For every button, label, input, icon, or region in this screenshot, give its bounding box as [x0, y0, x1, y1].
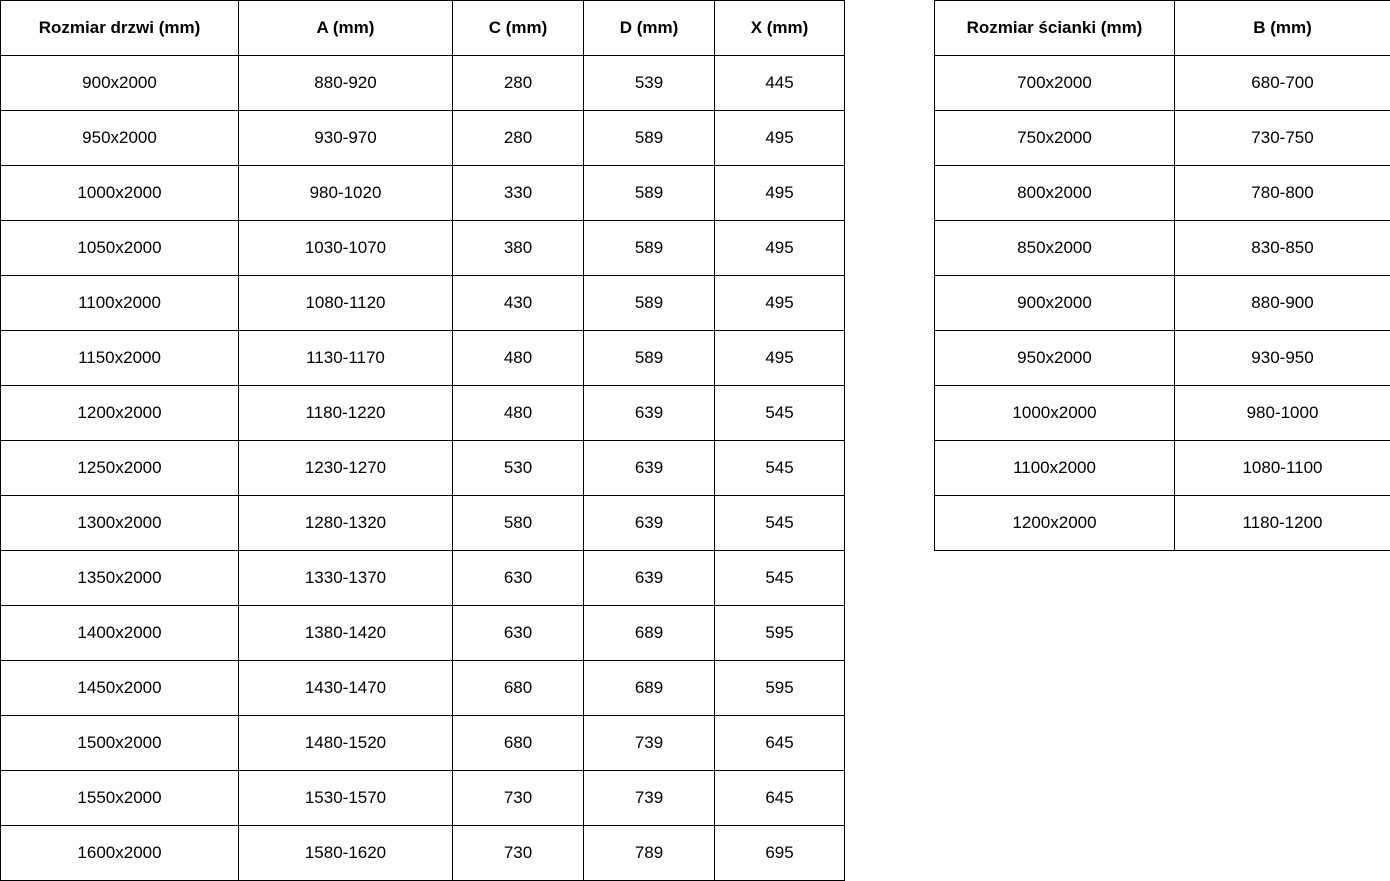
cell-x: 495 — [715, 276, 845, 331]
cell-a: 1430-1470 — [239, 661, 453, 716]
cell-c: 280 — [453, 111, 584, 166]
cell-a: 1180-1220 — [239, 386, 453, 441]
cell-d: 639 — [584, 386, 715, 441]
cell-door-size: 1200x2000 — [1, 386, 239, 441]
cell-a: 1030-1070 — [239, 221, 453, 276]
cell-c: 630 — [453, 606, 584, 661]
cell-x: 545 — [715, 551, 845, 606]
cell-wall-size: 1000x2000 — [935, 386, 1175, 441]
column-header-x: X (mm) — [715, 1, 845, 56]
cell-door-size: 1400x2000 — [1, 606, 239, 661]
cell-b: 780-800 — [1175, 166, 1390, 221]
cell-a: 880-920 — [239, 56, 453, 111]
cell-d: 739 — [584, 716, 715, 771]
cell-b: 680-700 — [1175, 56, 1390, 111]
cell-d: 639 — [584, 441, 715, 496]
cell-c: 680 — [453, 661, 584, 716]
cell-d: 539 — [584, 56, 715, 111]
cell-d: 589 — [584, 276, 715, 331]
cell-x: 545 — [715, 496, 845, 551]
cell-door-size: 1000x2000 — [1, 166, 239, 221]
table-row — [935, 441, 1390, 496]
cell-x: 645 — [715, 771, 845, 826]
table-row — [1, 496, 845, 551]
table-row — [935, 276, 1390, 331]
cell-x: 495 — [715, 111, 845, 166]
cell-x: 545 — [715, 441, 845, 496]
table-row — [1, 551, 845, 606]
table-row — [935, 166, 1390, 221]
cell-d: 639 — [584, 551, 715, 606]
table-row — [935, 386, 1390, 441]
cell-c: 480 — [453, 331, 584, 386]
table-header-row — [935, 1, 1390, 56]
cell-door-size: 1600x2000 — [1, 826, 239, 881]
cell-d: 789 — [584, 826, 715, 881]
cell-wall-size: 850x2000 — [935, 221, 1175, 276]
table-row — [1, 826, 845, 881]
cell-door-size: 1450x2000 — [1, 661, 239, 716]
cell-c: 730 — [453, 826, 584, 881]
cell-x: 445 — [715, 56, 845, 111]
cell-c: 730 — [453, 771, 584, 826]
cell-a: 930-970 — [239, 111, 453, 166]
cell-a: 1280-1320 — [239, 496, 453, 551]
cell-door-size: 1250x2000 — [1, 441, 239, 496]
column-header-door-size: Rozmiar drzwi (mm) — [1, 1, 239, 56]
table-row — [1, 56, 845, 111]
cell-b: 730-750 — [1175, 111, 1390, 166]
cell-x: 495 — [715, 166, 845, 221]
cell-door-size: 1350x2000 — [1, 551, 239, 606]
cell-d: 689 — [584, 606, 715, 661]
cell-c: 630 — [453, 551, 584, 606]
table-row — [1, 661, 845, 716]
cell-wall-size: 800x2000 — [935, 166, 1175, 221]
table-row — [935, 331, 1390, 386]
cell-door-size: 1100x2000 — [1, 276, 239, 331]
table-row — [935, 496, 1390, 551]
cell-d: 589 — [584, 111, 715, 166]
table-row — [935, 221, 1390, 276]
cell-c: 330 — [453, 166, 584, 221]
cell-x: 495 — [715, 221, 845, 276]
cell-b: 880-900 — [1175, 276, 1390, 331]
table-row — [1, 771, 845, 826]
table-row — [1, 716, 845, 771]
table-row — [1, 331, 845, 386]
cell-d: 689 — [584, 661, 715, 716]
cell-a: 1480-1520 — [239, 716, 453, 771]
cell-c: 580 — [453, 496, 584, 551]
cell-a: 1580-1620 — [239, 826, 453, 881]
cell-d: 589 — [584, 331, 715, 386]
column-header-d: D (mm) — [584, 1, 715, 56]
table-row — [1, 386, 845, 441]
table-row — [1, 606, 845, 661]
cell-b: 980-1000 — [1175, 386, 1390, 441]
cell-a: 980-1020 — [239, 166, 453, 221]
column-header-b: B (mm) — [1175, 1, 1390, 56]
wall-size-table — [934, 0, 1390, 551]
cell-x: 645 — [715, 716, 845, 771]
cell-c: 380 — [453, 221, 584, 276]
cell-x: 495 — [715, 331, 845, 386]
column-header-c: C (mm) — [453, 1, 584, 56]
cell-wall-size: 700x2000 — [935, 56, 1175, 111]
cell-b: 1180-1200 — [1175, 496, 1390, 551]
table-row — [1, 441, 845, 496]
cell-a: 1380-1420 — [239, 606, 453, 661]
cell-b: 830-850 — [1175, 221, 1390, 276]
cell-wall-size: 950x2000 — [935, 331, 1175, 386]
cell-door-size: 900x2000 — [1, 56, 239, 111]
column-header-a: A (mm) — [239, 1, 453, 56]
cell-a: 1080-1120 — [239, 276, 453, 331]
cell-b: 1080-1100 — [1175, 441, 1390, 496]
table-row — [935, 56, 1390, 111]
cell-wall-size: 1200x2000 — [935, 496, 1175, 551]
cell-c: 280 — [453, 56, 584, 111]
cell-x: 695 — [715, 826, 845, 881]
cell-door-size: 1150x2000 — [1, 331, 239, 386]
cell-door-size: 1550x2000 — [1, 771, 239, 826]
cell-c: 430 — [453, 276, 584, 331]
cell-wall-size: 900x2000 — [935, 276, 1175, 331]
table-row — [935, 111, 1390, 166]
table-row — [1, 111, 845, 166]
cell-c: 680 — [453, 716, 584, 771]
cell-b: 930-950 — [1175, 331, 1390, 386]
cell-door-size: 1300x2000 — [1, 496, 239, 551]
cell-door-size: 950x2000 — [1, 111, 239, 166]
cell-door-size: 1500x2000 — [1, 716, 239, 771]
cell-c: 530 — [453, 441, 584, 496]
cell-d: 589 — [584, 221, 715, 276]
table-row — [1, 166, 845, 221]
table-header-row — [1, 1, 845, 56]
cell-x: 595 — [715, 661, 845, 716]
cell-d: 739 — [584, 771, 715, 826]
cell-c: 480 — [453, 386, 584, 441]
table-row — [1, 221, 845, 276]
cell-a: 1230-1270 — [239, 441, 453, 496]
cell-door-size: 1050x2000 — [1, 221, 239, 276]
cell-wall-size: 1100x2000 — [935, 441, 1175, 496]
cell-a: 1330-1370 — [239, 551, 453, 606]
column-header-wall-size: Rozmiar ścianki (mm) — [935, 1, 1175, 56]
cell-d: 589 — [584, 166, 715, 221]
cell-a: 1130-1170 — [239, 331, 453, 386]
cell-a: 1530-1570 — [239, 771, 453, 826]
cell-x: 595 — [715, 606, 845, 661]
table-row — [1, 276, 845, 331]
cell-wall-size: 750x2000 — [935, 111, 1175, 166]
cell-d: 639 — [584, 496, 715, 551]
cell-x: 545 — [715, 386, 845, 441]
